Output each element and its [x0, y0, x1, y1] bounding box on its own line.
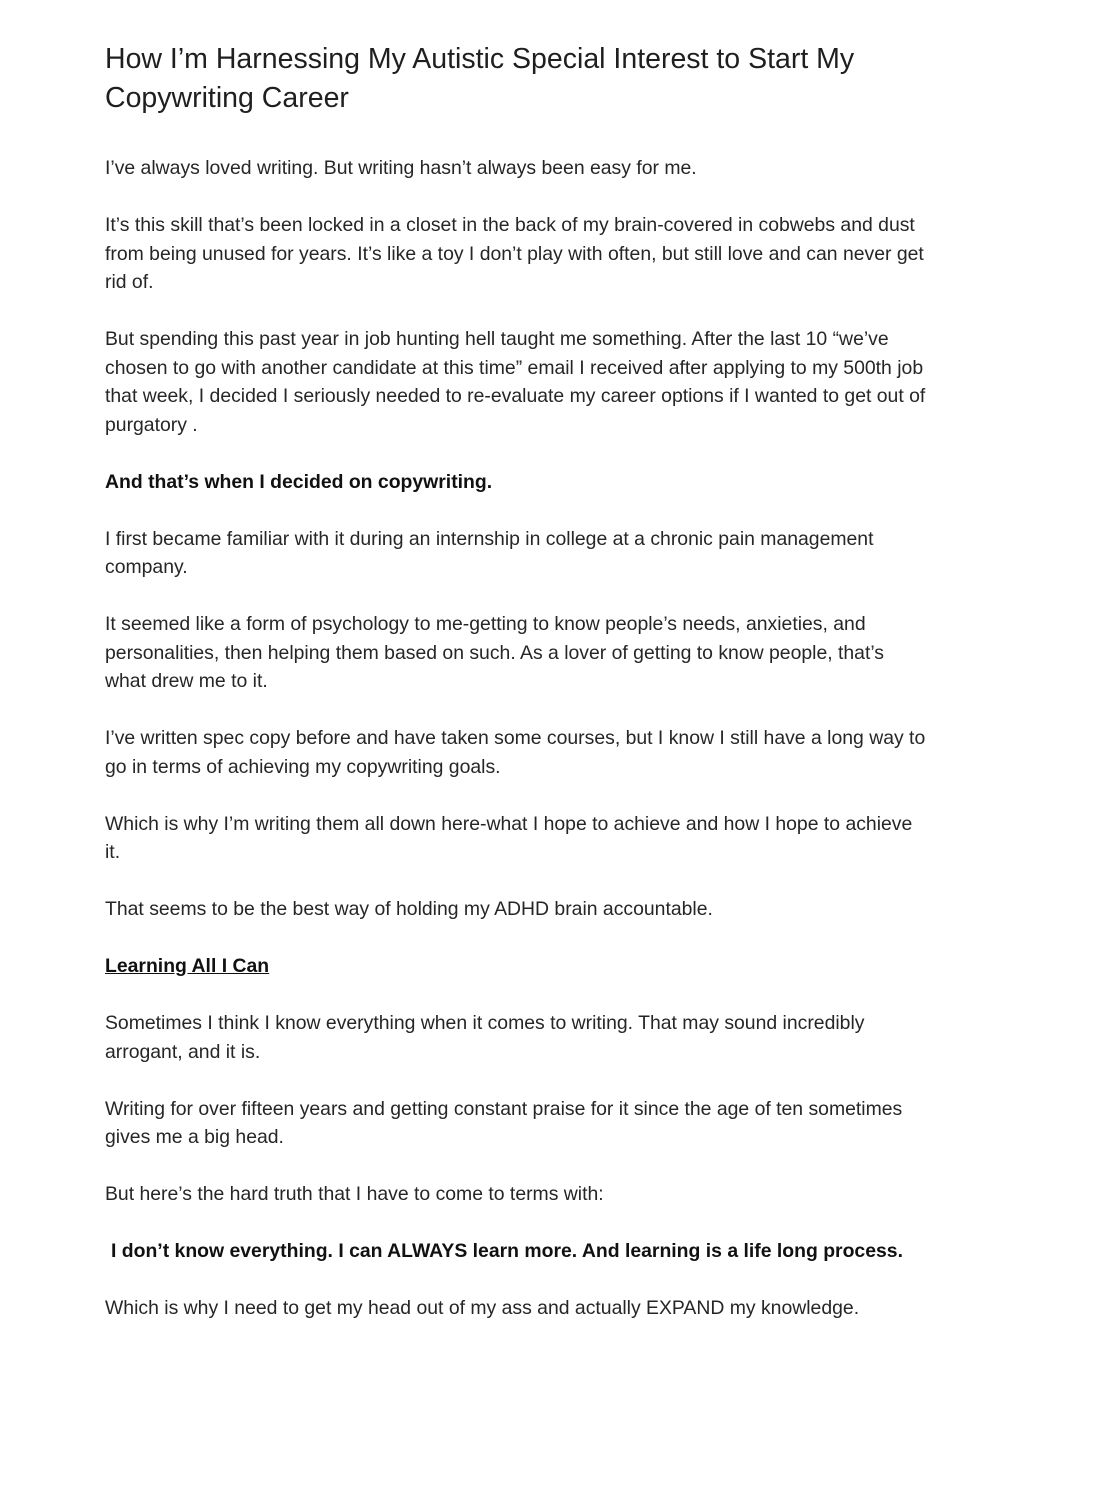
text-line: It’s this skill that’s been locked in a closet in the back of my brain-covered in cobwebs and dust — [105, 214, 915, 236]
paragraph-decision-bold — [105, 468, 1035, 497]
text-line: go in terms of achieving my copywriting goals. — [105, 755, 501, 778]
text-line: Writing for over fifteen years and getting constant praise for it since the age of ten sometimes — [105, 1097, 903, 1120]
text-line: I’ve written spec copy before and have taken some courses, but I know I still have a long way to — [105, 727, 926, 749]
paragraph-expand-knowledge — [105, 1294, 1035, 1323]
document-body — [105, 154, 1035, 1323]
text-line: But spending this past year in job hunting hell taught me something. After the last 10 “we’ve — [105, 328, 889, 350]
paragraph-internship — [105, 525, 1035, 582]
text-line: from being unused for years. It’s like a toy I don’t play with often, but still love and can never get — [105, 242, 924, 265]
text-line: I don’t know everything. I can ALWAYS learn more. And learning is a life long process. — [111, 1240, 903, 1262]
text-line: purgatory . — [105, 413, 198, 436]
text-line: Which is why I need to get my head out of my ass and actually EXPAND my knowledge. — [105, 1297, 860, 1319]
text-line: And that’s when I decided on copywriting. — [105, 470, 493, 493]
text-line: I’ve always loved writing. But writing hasn’t always been easy for me. — [105, 157, 697, 179]
paragraph-spec-copy — [105, 724, 1035, 781]
text-line: I first became familiar with it during an internship in college at a chronic pain management — [105, 527, 874, 550]
paragraph-learning-bold — [105, 1237, 1035, 1266]
text-line: rid of. — [105, 271, 154, 293]
document-title — [105, 40, 1035, 118]
text-line: arrogant, and it is. — [105, 1040, 261, 1063]
title-line: How I’m Harnessing My Autistic Special Interest to Start My — [105, 43, 855, 75]
paragraph-psychology — [105, 610, 1035, 696]
paragraph-accountable — [105, 895, 1035, 924]
paragraph-intro — [105, 154, 1035, 183]
text-line: it. — [105, 841, 121, 863]
text-line: Sometimes I think I know everything when it comes to writing. That may sound incredibly — [105, 1012, 865, 1034]
text-line: Which is why I’m writing them all down here-what I hope to achieve and how I hope to achieve — [105, 812, 913, 835]
text-line: It seemed like a form of psychology to me-getting to know people’s needs, anxieties, and — [105, 613, 866, 635]
paragraph-hard-truth — [105, 1180, 1035, 1209]
paragraph-job-hunting — [105, 325, 1035, 439]
paragraph-skill-closet — [105, 211, 1035, 297]
text-line: But here’s the hard truth that I have to come to terms with: — [105, 1183, 604, 1205]
paragraph-writing-down — [105, 810, 1035, 867]
text-line: That seems to be the best way of holding my ADHD brain accountable. — [105, 898, 713, 920]
text-line: company. — [105, 556, 188, 578]
paragraph-fifteen-years — [105, 1095, 1035, 1152]
text-line: that week, I decided I seriously needed to re-evaluate my career options if I wanted to get out of — [105, 385, 926, 407]
section-heading-learning — [105, 952, 1035, 981]
text-line: gives me a big head. — [105, 1126, 284, 1148]
document-page — [105, 40, 1035, 1351]
text-line: personalities, then helping them based on such. As a lover of getting to know people, that’s — [105, 641, 885, 664]
section-heading: Learning All I Can — [105, 955, 270, 977]
title-line: Copywriting Career — [105, 82, 349, 114]
paragraph-know-everything — [105, 1009, 1035, 1066]
text-line: what drew me to it. — [105, 670, 268, 692]
text-line: chosen to go with another candidate at this time” email I received after applying to my 500th job — [105, 356, 924, 379]
